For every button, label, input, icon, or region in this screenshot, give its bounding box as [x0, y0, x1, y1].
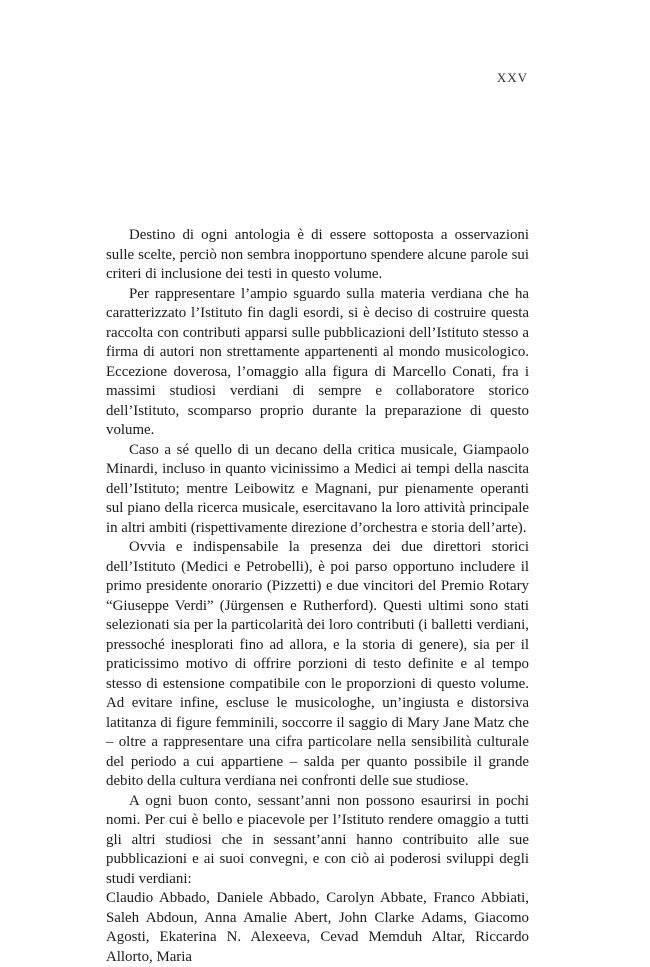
body-text: [106, 226, 529, 967]
page-number: XXV: [496, 70, 528, 85]
paragraph: Per rappresentare l’ampio sguardo sulla materia verdiana che ha caratterizzato l’Istituto fin dagli esordi, si è deciso di costruire questa raccolta con contributi apparsi sulle pubblicazioni dell’Istituto stesso a firma di autori non strettamente appartenenti al mondo musicologico. Eccezione doverosa, l’omaggio alla figura di Marcello Conati, fra i massimi studiosi verdiani di sempre e collaboratore storico dell’Istituto, scomparso proprio durante la preparazione di questo volume.: [106, 285, 529, 438]
paragraph: Ovvia e indispensabile la presenza dei due direttori storici dell’Istituto (Medici e Petrobelli), è poi parso opportuno includere il primo presidente onorario (Pizzetti) e due vincitori del Premio Rotary “Giuseppe Verdi” (Jürgensen e Rutherford). Questi ultimi sono stati selezionati sia per la particolarità dei loro contributi (i balletti verdiani, pressoché inesplorati fino ad allora, e la storia di genere), sia per il praticissimo motivo di offrire porzioni di testo definite e al tempo stesso di estensione compatibile con le proporzioni di questo volume. Ad evitare infine, escluse le musicologhe, un’ingiusta e distorsiva latitanza di figure femminili, soccorre il saggio di Mary Jane Matz che – oltre a rappresentare una cifra particolare nella sensibilità culturale del periodo a cui appartiene – salda per quanto possibile il grande debito della cultura verdiana nei confronti delle sue studiose.: [106, 539, 529, 789]
paragraph: Destino di ogni antologia è di essere sottoposta a osservazioni sulle scelte, perciò non sembra inopportuno spendere alcune parole sui criteri di inclusione dei testi in questo volume.: [106, 227, 529, 282]
names-list: Claudio Abbado, Daniele Abbado, Carolyn Abbate, Franco Abbiati, Saleh Abdoun, Anna Amalie Abert, John Clarke Adams, Giacomo Agosti, Ekaterina N. Alexeeva, Cevad Memduh Altar, Riccardo Allorto, Maria: [106, 890, 529, 965]
paragraph: A ogni buon conto, sessant’anni non possono esaurirsi in pochi nomi. Per cui è bello e piacevole per l’Istituto rendere omaggio a tutti gli altri studiosi che in sessant’anni hanno contribuito alle sue pubblicazioni e ai suoi convegni, e con ciò ai poderosi sviluppi degli studi verdiani:: [106, 792, 529, 887]
paragraph: Caso a sé quello di un decano della critica musicale, Giampaolo Minardi, incluso in quanto vicinissimo a Medici ai tempi della nascita dell’Istituto; mentre Leibowitz e Magnani, pur pienamente operanti sul piano della ricerca musicale, esercitavano la loro attività principale in altri ambiti (rispettivamente direzione d’orchestra e storia dell’arte).: [106, 441, 529, 536]
